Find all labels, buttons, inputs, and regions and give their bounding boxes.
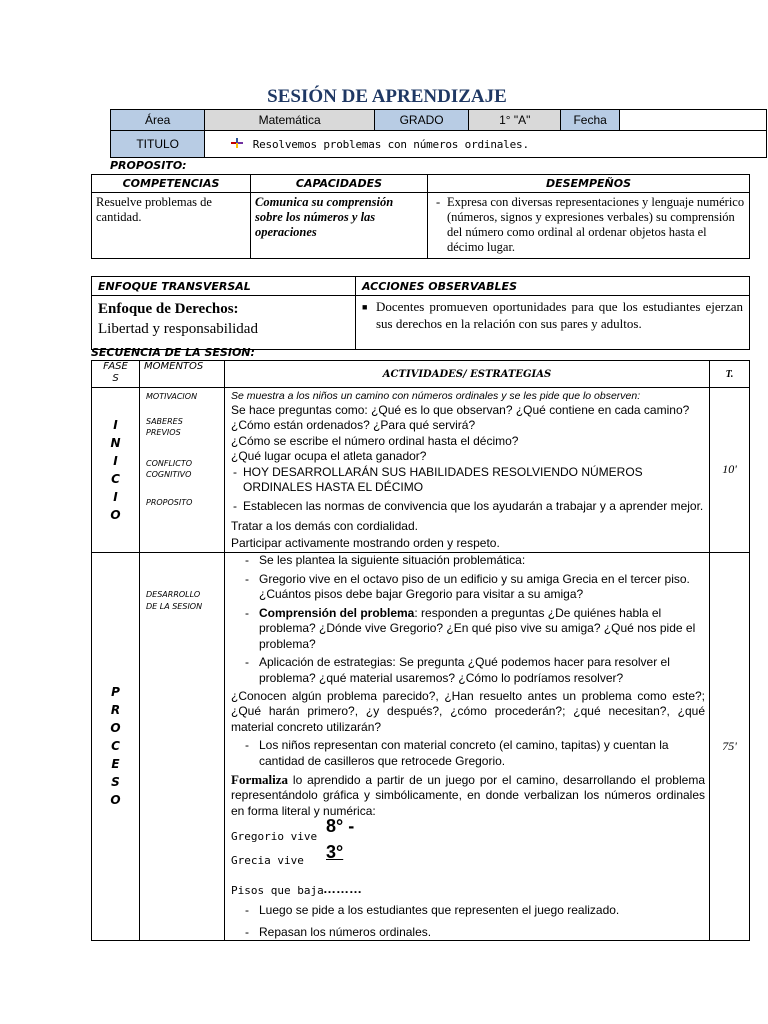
- area-value: Matemática: [205, 110, 375, 131]
- fecha-label: Fecha: [561, 110, 620, 131]
- inicio-line: ¿Cómo se escribe el número ordinal hasta el décimo?: [231, 433, 519, 448]
- inicio-trato: Tratar a los demás con cordialidad.: [231, 518, 418, 533]
- desempeno-text: Expresa con diversas representaciones y lenguaje numérico (números, signos y expresiones verbales) su comprensión del número como ordinal al ordenar objetos hasta el décimo lugar.: [447, 195, 745, 254]
- gregorio-row: [231, 816, 705, 845]
- competencia-cell: Resuelve problemas de cantidad.: [92, 193, 251, 259]
- enfoque-cell: [92, 296, 356, 350]
- grecia-value: 3°: [326, 842, 344, 863]
- proceso-letters: P R O C E S O: [110, 685, 121, 808]
- gregorio-value: 8° -: [326, 816, 355, 837]
- proceso-formaliza: Formaliza lo aprendido a partir de un juego por el camino, desarrollando el problema representándolo gráfica y simbólicamente, en donde verbalizan los números ordinales en forma literal y numérica:: [231, 771, 705, 818]
- inicio-intro: Se muestra a los niños un camino con números ordinales y se les pide que lo observen:: [231, 390, 641, 402]
- header-momentos: MOMENTOS: [140, 361, 225, 388]
- titulo-value: Resolvemos problemas con números ordinales.: [252, 137, 529, 151]
- proceso-item1: - Se les plantea la siguiente situación problemática:: [231, 553, 705, 568]
- accion-text: Docentes promueven oportunidades para que los estudiantes ejerzan sus derechos en la relación con sus pares y adultos.: [376, 299, 743, 331]
- enfoque-value: Libertad y responsabilidad: [98, 321, 258, 337]
- inicio-participar: Participar activamente mostrando orden y respeto.: [231, 536, 500, 551]
- header-table: [110, 109, 767, 158]
- secuencia-label: SECUENCIA DE LA SESION:: [91, 346, 255, 359]
- titulo-cell: [205, 131, 767, 158]
- inicio-letters: I N I C I O: [110, 417, 121, 522]
- header-fases: FASE S: [103, 361, 128, 384]
- capacidad-cell: Comunica su comprensión sobre los números y las operaciones: [251, 193, 428, 259]
- inicio-normas: - Establecen las normas de convivencia que los ayudarán a trabajar y a aprender mejor.: [233, 499, 704, 514]
- proceso-time: 75': [710, 552, 750, 940]
- inicio-line: Se hace preguntas como: ¿Qué es lo que observan? ¿Qué contiene en cada camino?: [231, 403, 690, 417]
- momento-motivacion: MOTIVACION: [146, 392, 198, 401]
- pisos-value: ………: [323, 881, 362, 897]
- grecia-label: Grecia vive: [231, 854, 304, 868]
- proceso-item6: - Luego se pide a los estudiantes que representen el juego realizado.: [231, 903, 705, 918]
- bullet-icon: [231, 137, 243, 151]
- proceso-item7: - Repasan los números ordinales.: [231, 925, 705, 940]
- proceso-momentos: [140, 552, 225, 940]
- area-label: Área: [111, 110, 205, 131]
- inicio-fase: [92, 388, 140, 553]
- proposito-label: PROPOSITO:: [110, 159, 187, 172]
- inicio-line: ¿Qué lugar ocupa el atleta ganador?: [231, 449, 427, 464]
- header-enfoque: ENFOQUE TRANSVERSAL: [92, 277, 356, 296]
- gregorio-label: Gregorio vive: [231, 830, 318, 844]
- grado-value: 1° "A": [469, 110, 561, 131]
- proceso-fase: [92, 552, 140, 940]
- competencias-table: [91, 174, 750, 259]
- header-competencias: COMPETENCIAS: [92, 175, 251, 193]
- header-tiempo: T.: [710, 361, 750, 388]
- pisos-row: [231, 875, 705, 901]
- desempeno-cell: - Expresa con diversas representaciones y lenguaje numérico (números, signos y expresiones verbales) su comprensión del número como ordinal al ordenar objetos hasta el décimo lugar.: [428, 193, 750, 259]
- inicio-momentos: [140, 388, 225, 553]
- secuencia-table: [91, 360, 750, 941]
- header-capacidades: CAPACIDADES: [251, 175, 428, 193]
- acciones-cell: ■ Docentes promueven oportunidades para que los estudiantes ejerzan sus derechos en la relación con sus pares y adultos.: [356, 296, 750, 350]
- momento-proposito: PROPOSITO: [146, 498, 193, 507]
- header-acciones: ACCIONES OBSERVABLES: [356, 277, 750, 296]
- proceso-item5: - Los niños representan con material concreto (el camino, tapitas) y cuentan la cantidad de casilleros que retrocede Gregorio.: [231, 738, 705, 769]
- grado-label: GRADO: [374, 110, 468, 131]
- enfoque-name: Enfoque de Derechos:: [98, 301, 239, 317]
- titulo-label: TITULO: [111, 131, 205, 158]
- header-desempenos: DESEMPEÑOS: [428, 175, 750, 193]
- momento-desarrollo: DESARROLLO DE LA SESION: [146, 589, 203, 611]
- fecha-value: [620, 110, 767, 131]
- inicio-time: 10': [710, 388, 750, 553]
- proceso-actividades: [225, 552, 710, 940]
- pisos-label: Pisos que baja: [231, 884, 324, 898]
- proceso-conocen: ¿Conocen algún problema parecido?, ¿Han resuelto antes un problema como este?; ¿Qué harán primero?, ¿y después?, ¿cómo procederán?; ¿qué necesitan?, ¿qué material concreto utilizarán?: [231, 688, 705, 734]
- proceso-item4: - Aplicación de estrategias: Se pregunta ¿Qué podemos hacer para resolver el problema? ¿qué material usaremos? ¿Cómo lo podríamos resolver?: [231, 655, 705, 686]
- momento-saberes: SABERES PREVIOS: [146, 417, 183, 437]
- inicio-line: ¿Cómo están ordenados? ¿Para qué servirá?: [231, 418, 476, 433]
- proceso-item3: - Comprensión del problema: responden a preguntas ¿De quiénes habla el problema? ¿Dónde vive Gregorio? ¿En qué piso vive su amiga? ¿Qué nos pide el problema?: [231, 606, 705, 652]
- grecia-row: [231, 842, 705, 875]
- momento-conflicto: CONFLICTO COGNITIVO: [146, 459, 193, 479]
- inicio-hoy: - HOY DESARROLLARÁN SUS HABILIDADES RESOLVIENDO NÚMEROS ORDINALES HASTA EL DÉCIMO: [233, 464, 643, 495]
- proceso-item2: - Gregorio vive en el octavo piso de un edificio y su amiga Grecia en el tercer piso. ¿Cuántos pisos debe bajar Gregorio para visitar a su amiga?: [231, 572, 705, 603]
- enfoque-table: [91, 276, 750, 350]
- header-actividades: ACTIVIDADES/ ESTRATEGIAS: [225, 361, 710, 388]
- page-title: SESIÓN DE APRENDIZAJE: [267, 86, 507, 107]
- inicio-actividades: [225, 388, 710, 553]
